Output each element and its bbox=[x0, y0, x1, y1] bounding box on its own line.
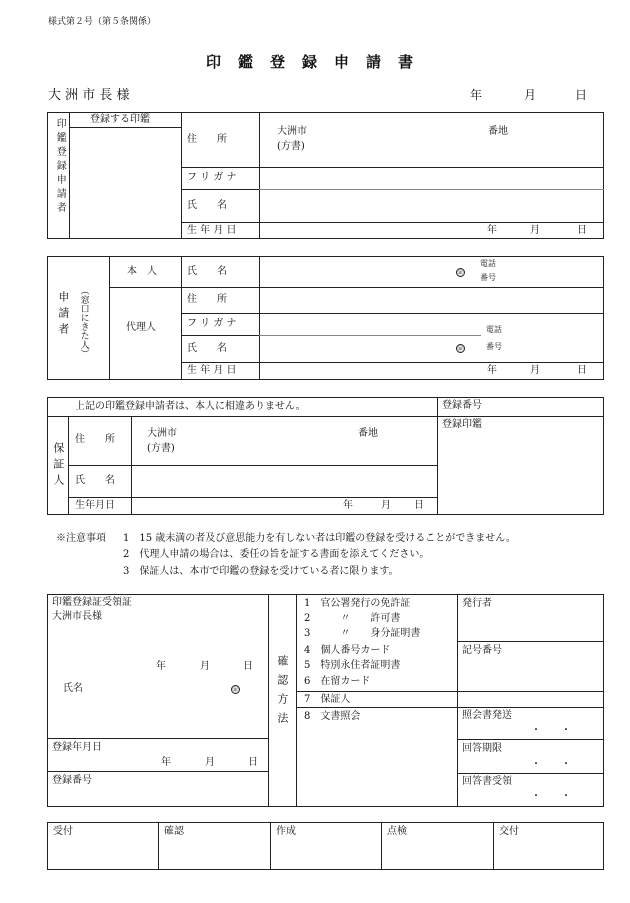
guarantor-reg-number-label: 登録番号 bbox=[442, 400, 482, 411]
method-item-7[interactable]: 7 保証人 bbox=[304, 694, 351, 705]
guarantor-reg-number-input[interactable] bbox=[490, 398, 602, 415]
note-item-1: 1 15 歳未満の者及び意思能力を有しない者は印鑑の登録を受けることができません。 bbox=[123, 533, 516, 544]
guarantor-dob-month: 月 bbox=[381, 500, 391, 511]
reg-number-input[interactable] bbox=[110, 775, 265, 805]
self-phone-label-1: 電話 bbox=[480, 259, 496, 268]
dob-day: 日 bbox=[577, 225, 587, 236]
guarantor-reg-seal-label: 登録印鑑 bbox=[442, 419, 482, 430]
guarantee-statement: 上記の印鑑登録申請者は、本人に相違ありません。 bbox=[75, 401, 306, 412]
self-phone-label-2: 番号 bbox=[480, 273, 496, 282]
method-item-8[interactable]: 8 文書照会 bbox=[304, 711, 361, 722]
applicant-side-label: 印鑑登録申請者 bbox=[54, 118, 66, 216]
reg-date-year: 年 bbox=[161, 757, 171, 768]
agent-phone-label-2: 番号 bbox=[486, 342, 502, 351]
office-cell-create: 作成 bbox=[276, 826, 296, 837]
agent-name-input[interactable] bbox=[260, 336, 450, 361]
issuer-label: 発行者 bbox=[462, 598, 492, 609]
guarantor-address-banchi: 番地 bbox=[358, 428, 378, 439]
dob-label: 生 年 月 日 bbox=[187, 225, 237, 236]
address-note: (方書) bbox=[277, 141, 305, 152]
agent-phone-input[interactable] bbox=[508, 320, 602, 360]
address-city: 大洲市 bbox=[277, 126, 307, 137]
guarantor-name-input[interactable] bbox=[132, 466, 436, 496]
issuer-input[interactable] bbox=[460, 612, 602, 640]
method-item-5[interactable]: 5 特別永住者証明書 bbox=[304, 660, 401, 671]
guarantor-reg-seal-area[interactable] bbox=[438, 432, 602, 514]
office-use-section bbox=[47, 822, 604, 870]
guarantor-address-input[interactable] bbox=[190, 428, 350, 462]
receipt-name-label: 氏名 bbox=[63, 683, 83, 694]
agent-label: 代理人 bbox=[126, 322, 156, 333]
agent-dob-year: 年 bbox=[487, 365, 497, 376]
dob-year: 年 bbox=[487, 225, 497, 236]
guarantor-address-note: (方書) bbox=[147, 443, 175, 454]
guarantor-name-label: 氏 名 bbox=[75, 475, 115, 486]
receipt-date-month: 月 bbox=[200, 661, 210, 672]
addressee: 大 洲 市 長 様 bbox=[48, 88, 130, 103]
agent-dob-label: 生 年 月 日 bbox=[187, 365, 237, 376]
method-label: 確認方法 bbox=[275, 655, 289, 731]
office-cell-check: 確認 bbox=[164, 826, 184, 837]
notes-heading: ※注意事項 bbox=[56, 533, 106, 544]
date-day-label: 日 bbox=[575, 88, 588, 102]
seal-box-label: 登録する印鑑 bbox=[90, 114, 150, 125]
method-item-3[interactable]: 3 〃 身分証明書 bbox=[304, 628, 421, 639]
office-cell-reception: 受付 bbox=[53, 826, 73, 837]
answer-received-label: 回答書受領 bbox=[462, 776, 512, 787]
id-number-label: 記号番号 bbox=[462, 645, 502, 656]
method-item-2[interactable]: 2 〃 許可書 bbox=[304, 613, 401, 624]
address-banchi: 番地 bbox=[488, 126, 508, 137]
reg-date-month: 月 bbox=[205, 757, 215, 768]
form-number: 様式第２号（第５条関係） bbox=[48, 17, 157, 27]
receipt-date-year: 年 bbox=[156, 661, 166, 672]
note-item-2: 2 代理人申請の場合は、委任の旨を証する書面を添えてください。 bbox=[123, 549, 430, 560]
agent-address-label: 住 所 bbox=[187, 294, 227, 305]
guarantor-dob-day: 日 bbox=[414, 500, 424, 511]
receipt-seal-mark: ㊞ bbox=[232, 687, 239, 694]
receipt-addressee: 大洲市長様 bbox=[52, 611, 102, 622]
furigana-input[interactable] bbox=[260, 168, 603, 188]
self-phone-input[interactable] bbox=[502, 258, 602, 286]
id-number-input[interactable] bbox=[460, 658, 602, 690]
agent-address-input[interactable] bbox=[260, 288, 603, 312]
guarantor-side-label: 保証人 bbox=[51, 442, 65, 490]
agent-dob-month: 月 bbox=[530, 365, 540, 376]
reg-date-label: 登録年月日 bbox=[52, 742, 102, 753]
receipt-title: 印鑑登録証受領証 bbox=[52, 597, 132, 608]
name-input[interactable] bbox=[260, 190, 603, 221]
method-item-1[interactable]: 1 官公署発行の免許証 bbox=[304, 598, 411, 609]
reg-date-day: 日 bbox=[248, 757, 258, 768]
note-item-3: 3 保証人は、本市で印鑑の登録を受けている者に限ります。 bbox=[123, 566, 399, 577]
agent-phone-label-1: 電話 bbox=[486, 325, 502, 334]
inquiry-sent-date[interactable]: ・ ・ bbox=[531, 725, 571, 736]
answer-deadline-date[interactable]: ・ ・ bbox=[531, 759, 571, 770]
self-name-label: 氏 名 bbox=[187, 266, 227, 277]
guarantor-dob-year: 年 bbox=[343, 500, 353, 511]
guarantor-address-city: 大洲市 bbox=[147, 428, 177, 439]
name-label: 氏 名 bbox=[187, 200, 227, 211]
date-year-label: 年 bbox=[470, 88, 483, 102]
address-input[interactable] bbox=[320, 126, 480, 164]
inquiry-sent-label: 照会書発送 bbox=[462, 710, 512, 721]
date-month-label: 月 bbox=[524, 88, 537, 102]
address-label: 住 所 bbox=[187, 134, 227, 145]
receipt-date-day: 日 bbox=[243, 661, 253, 672]
furigana-label: フ リ ガ ナ bbox=[187, 172, 237, 183]
agent-dob-day: 日 bbox=[577, 365, 587, 376]
agent-furigana-input[interactable] bbox=[260, 314, 480, 334]
office-cell-inspect: 点検 bbox=[387, 826, 407, 837]
seal-stamp-area[interactable] bbox=[70, 128, 180, 238]
guarantor-dob-label: 生年月日 bbox=[75, 500, 115, 511]
agent-name-label: 氏 名 bbox=[187, 343, 227, 354]
dob-month: 月 bbox=[530, 225, 540, 236]
guarantor-address-label: 住 所 bbox=[75, 434, 115, 445]
page-title: 印鑑登録申請書 bbox=[206, 53, 431, 71]
method-item-6[interactable]: 6 在留カード bbox=[304, 676, 371, 687]
self-label: 本 人 bbox=[127, 266, 157, 277]
self-name-input[interactable] bbox=[260, 257, 450, 286]
self-seal-mark: ㊞ bbox=[457, 270, 464, 277]
method-item-4[interactable]: 4 個人番号カード bbox=[304, 645, 391, 656]
office-cell-issue: 交付 bbox=[499, 826, 519, 837]
answer-deadline-label: 回答期限 bbox=[462, 743, 502, 754]
requester-side-sublabel: （窓口にきた人） bbox=[78, 286, 89, 358]
agent-seal-mark: ㊞ bbox=[457, 346, 464, 353]
agent-furigana-label: フ リ ガ ナ bbox=[187, 318, 237, 329]
reg-number-label: 登録番号 bbox=[52, 775, 92, 786]
requester-side-label: 申請者 bbox=[56, 291, 70, 339]
answer-received-date[interactable]: ・ ・ bbox=[531, 791, 571, 802]
receipt-name-input[interactable] bbox=[90, 678, 220, 698]
